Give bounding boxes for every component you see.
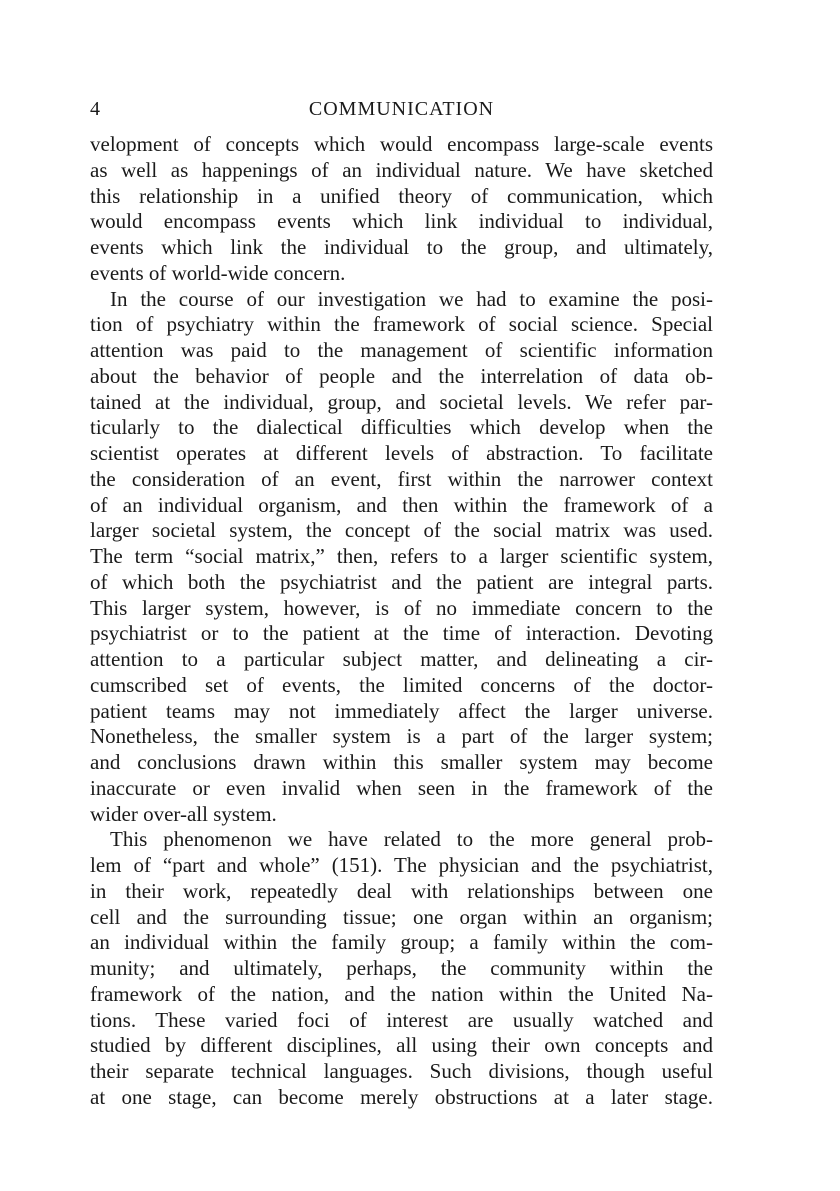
running-head xyxy=(90,94,713,124)
body-text xyxy=(90,132,713,1111)
text-line: framework of the nation, and the nation within the United Na- xyxy=(90,981,713,1006)
text-line: studied by different disciplines, all using their own concepts and xyxy=(90,1033,713,1058)
text-line: events of world-wide concern. xyxy=(90,260,346,285)
text-line: tions. These varied foci of interest are usually watched and xyxy=(90,1007,713,1032)
text-line: munity; and ultimately, perhaps, the community within the xyxy=(90,956,713,980)
text-line: tained at the individual, group, and societal levels. We refer par- xyxy=(90,389,713,414)
text-line: tion of psychiatry within the framework of social science. Special xyxy=(90,312,713,337)
text-line: of which both the psychiatrist and the patient are integral parts. xyxy=(90,569,713,594)
text-line: wider over-all system. xyxy=(90,801,277,826)
page-number: 4 xyxy=(90,98,100,120)
text-line: this relationship in a unified theory of communication, which xyxy=(90,183,713,208)
running-title: COMMUNICATION xyxy=(308,98,495,120)
text-line: and conclusions drawn within this smaller system may become xyxy=(90,750,713,774)
text-line: about the behavior of people and the interrelation of data ob- xyxy=(90,363,713,388)
paragraph-2 xyxy=(90,287,713,828)
text-line: would encompass events which link individual to individual, xyxy=(90,209,713,234)
text-line: scientist operates at different levels of abstraction. To facilitate xyxy=(90,441,713,465)
text-line: cell and the surrounding tissue; one organ within an organism; xyxy=(90,904,713,929)
text-line: as well as happenings of an individual nature. We have sketched xyxy=(90,157,713,182)
text-line: inaccurate or even invalid when seen in the framework of the xyxy=(90,775,713,800)
text-line: larger societal system, the concept of the social matrix was used. xyxy=(90,518,713,543)
book-page xyxy=(90,94,713,1111)
paragraph-3 xyxy=(90,827,713,1110)
text-line: of an individual organism, and then within the framework of a xyxy=(90,492,713,517)
text-line: In the course of our investigation we had to examine the posi- xyxy=(110,286,713,311)
text-line: This larger system, however, is of no immediate concern to the xyxy=(90,595,713,620)
paragraph-1 xyxy=(90,132,713,287)
text-line: Nonetheless, the smaller system is a part of the larger system; xyxy=(90,724,713,749)
text-line: their separate technical languages. Such divisions, though useful xyxy=(90,1059,713,1083)
text-line: patient teams may not immediately affect the larger universe. xyxy=(90,698,713,723)
text-line: ticularly to the dialectical difficulties which develop when the xyxy=(90,415,713,440)
text-line: an individual within the family group; a family within the com- xyxy=(90,930,713,955)
text-line: lem of “part and whole” (151). The physician and the psychiatrist, xyxy=(90,853,713,877)
text-line: events which link the individual to the group, and ultimately, xyxy=(90,235,713,259)
text-line: in their work, repeatedly deal with relationships between one xyxy=(90,878,713,903)
text-line: psychiatrist or to the patient at the time of interaction. Devoting xyxy=(90,621,713,646)
text-line: The term “social matrix,” then, refers to a larger scientific system, xyxy=(90,544,713,568)
text-line: cumscribed set of events, the limited concerns of the doctor- xyxy=(90,672,713,697)
text-line: at one stage, can become merely obstructions at a later stage. xyxy=(90,1084,713,1109)
text-line: the consideration of an event, first within the narrower context xyxy=(90,466,713,491)
text-line: velopment of concepts which would encompass large-scale events xyxy=(90,132,713,156)
text-line: attention was paid to the management of scientific information xyxy=(90,338,713,362)
text-line: attention to a particular subject matter, and delineating a cir- xyxy=(90,647,713,671)
text-line: This phenomenon we have related to the more general prob- xyxy=(110,827,713,852)
